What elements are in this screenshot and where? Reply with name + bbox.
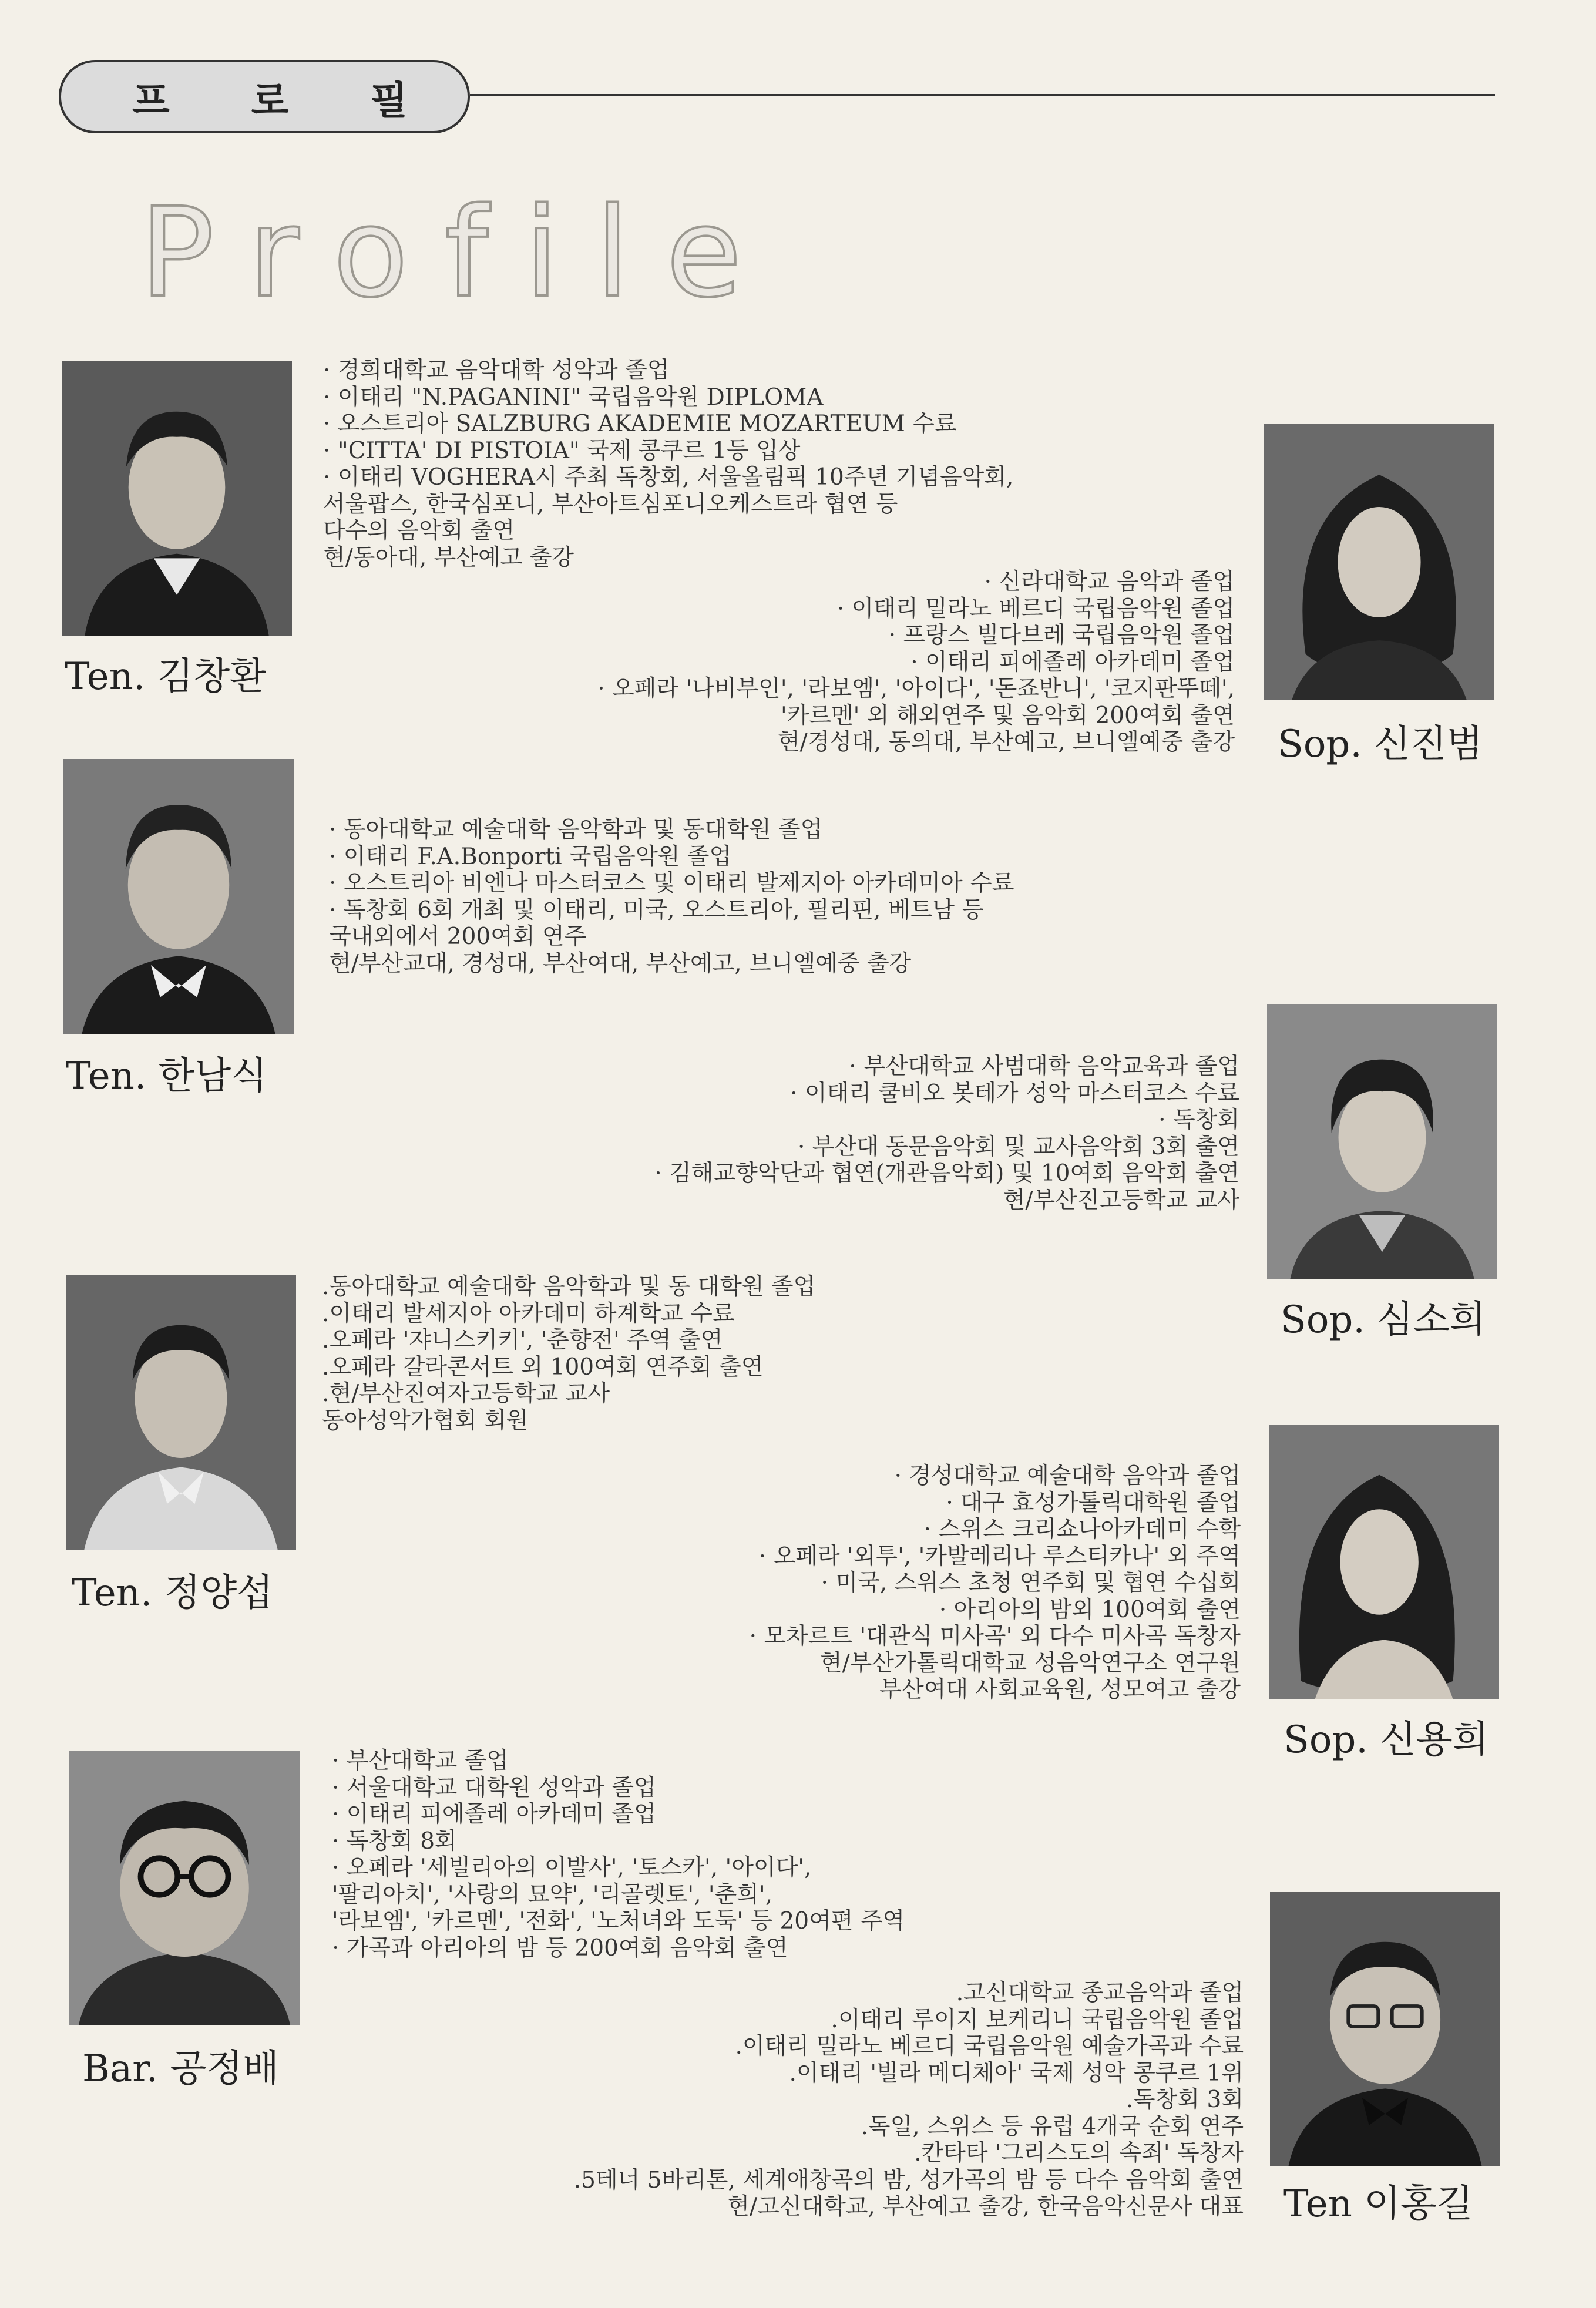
singer-photo (62, 361, 292, 636)
singer-name: Ten. 김창환 (65, 655, 266, 698)
bio-line: .오페라 갈라콘서트 외 100여회 연주회 출연 (322, 1353, 764, 1380)
bio-line: · 이태리 밀라노 베르디 국립음악원 졸업 (836, 595, 1235, 622)
page-title: Profile (140, 181, 778, 325)
bio-line: '카르멘' 외 해외연주 및 음악회 200여회 출연 (780, 702, 1235, 729)
bio-line: 현/부산진고등학교 교사 (1003, 1187, 1239, 1214)
bio-line: 현/경성대, 동의대, 부산예고, 브니엘예중 출강 (777, 729, 1235, 755)
singer-bio (654, 1053, 1239, 1214)
bio-line: 다수의 음악회 출연 (323, 518, 515, 544)
bio-line: · 이태리 VOGHERA시 주최 독창회, 서울올림픽 10주년 기념음악회, (323, 464, 1014, 491)
singer-name: Ten 이홍길 (1283, 2182, 1473, 2226)
bio-line: · 부산대 동문음악회 및 교사음악회 3회 출연 (797, 1133, 1239, 1160)
bio-line: · 오페라 '나비부인', '라보엠', '아이다', '돈죠반니', '코지판뚜떼', (597, 676, 1235, 702)
bio-line: · 김해교향악단과 협연(개관음악회) 및 10여회 음악회 출연 (654, 1160, 1239, 1187)
bio-line: · 아리아의 밤외 100여회 출연 (939, 1596, 1241, 1623)
bio-line: · 부산대학교 졸업 (332, 1748, 509, 1774)
header-rule (470, 94, 1495, 96)
bio-line: · 오스트리아 비엔나 마스터코스 및 이태리 발제지아 아카데미아 수료 (329, 870, 1014, 896)
singer-bio (597, 569, 1235, 756)
bio-line: · 이태리 피에졸레 아카데미 졸업 (332, 1801, 656, 1827)
bio-line: .이태리 루이지 보케리니 국립음악원 졸업 (831, 2006, 1244, 2033)
bio-line: .5테너 5바리톤, 세계애창곡의 밤, 성가곡의 밤 등 다수 음악회 출연 (573, 2166, 1244, 2193)
bio-line: · 경희대학교 음악대학 성악과 졸업 (323, 357, 670, 384)
singer-bio (574, 1980, 1244, 2220)
singer-photo (66, 1275, 296, 1550)
singer-bio (322, 1274, 815, 1434)
singer-bio (750, 1463, 1241, 1704)
bio-line: '팔리아치', '사랑의 묘약', '리골렛토', '춘희', (332, 1881, 773, 1908)
bio-line: · 이태리 쿨비오 봇테가 성악 마스터코스 수료 (790, 1080, 1239, 1107)
bio-line: · 오페라 '외투', '카발레리나 루스티카나' 외 주역 (758, 1543, 1241, 1570)
singer-bio (323, 357, 1013, 571)
bio-line: .이태리 '빌라 메디체아' 국제 성악 콩쿠르 1위 (789, 2060, 1244, 2087)
header-label: 프 로 필 (132, 78, 442, 123)
bio-line: 동아성악가협회 회원 (322, 1407, 529, 1434)
bio-line: 현/부산가톨릭대학교 성음악연구소 연구원 (819, 1649, 1241, 1677)
bio-line: · 미국, 스위스 초청 연주회 및 협연 수십회 (821, 1570, 1241, 1596)
bio-line: · 독창회 8회 (332, 1827, 457, 1855)
bio-line: .칸타타 '그리스도의 속죄' 독창자 (914, 2140, 1244, 2166)
bio-line: · 동아대학교 예술대학 음악학과 및 동대학원 졸업 (329, 817, 823, 843)
singer-photo (1267, 1004, 1497, 1279)
bio-line: 부산여대 사회교육원, 성모여고 출강 (879, 1677, 1241, 1703)
bio-line: · "CITTA' DI PISTOIA" 국제 콩쿠르 1등 입상 (323, 437, 801, 464)
bio-line: · 스위스 크리쇼나아카데미 수학 (923, 1516, 1241, 1543)
bio-line: · 독창회 (1158, 1107, 1239, 1133)
bio-line: · 대구 효성가톨릭대학원 졸업 (946, 1489, 1241, 1516)
bio-line: .고신대학교 종교음악과 졸업 (956, 1980, 1244, 2006)
singer-name: Bar. 공정배 (82, 2047, 279, 2091)
singer-photo (69, 1751, 300, 2025)
singer-bio (329, 817, 1014, 977)
singer-name: Sop. 신용희 (1283, 1718, 1489, 1762)
bio-line: '라보엠', '카르멘', '전화', '노처녀와 도둑' 등 20여편 주역 (332, 1908, 905, 1934)
bio-line: · 모차르트 '대관식 미사곡' 외 다수 미사곡 독창자 (749, 1623, 1241, 1649)
singer-name: Ten. 정양섭 (72, 1571, 273, 1615)
bio-line: .독창회 3회 (1125, 2087, 1244, 2113)
singer-bio (332, 1748, 905, 1961)
singer-photo (1264, 424, 1494, 700)
bio-line: .이태리 발세지아 아카데미 하계학교 수료 (322, 1300, 735, 1327)
bio-line: .독일, 스위스 등 유럽 4개국 순회 연주 (861, 2113, 1244, 2140)
bio-line: · 독창회 6회 개최 및 이태리, 미국, 오스트리아, 필리핀, 베트남 등 (329, 896, 984, 923)
bio-line: · 이태리 "N.PAGANINI" 국립음악원 DIPLOMA (323, 384, 824, 411)
singer-name: Ten. 한남식 (66, 1054, 267, 1098)
bio-line: .동아대학교 예술대학 음악학과 및 동 대학원 졸업 (322, 1274, 816, 1300)
bio-line: · 경성대학교 예술대학 음악과 졸업 (894, 1463, 1241, 1489)
bio-line: · 신라대학교 음악과 졸업 (984, 569, 1235, 595)
bio-line: · 이태리 F.A.Bonporti 국립음악원 졸업 (329, 843, 732, 870)
bio-line: 국내외에서 200여회 연주 (329, 923, 587, 950)
singer-name: Sop. 신진범 (1278, 723, 1483, 766)
bio-line: · 서울대학교 대학원 성악과 졸업 (332, 1774, 656, 1801)
bio-line: 현/동아대, 부산예고 출강 (323, 544, 574, 571)
bio-line: · 가곡과 아리아의 밤 등 200여회 음악회 출연 (332, 1934, 788, 1961)
bio-line: .이태리 밀라노 베르디 국립음악원 예술가곡과 수료 (735, 2033, 1244, 2060)
bio-line: · 프랑스 빌다브레 국립음악원 졸업 (888, 622, 1235, 649)
singer-photo (1269, 1425, 1499, 1699)
bio-line: .오페라 '쟈니스키키', '춘향전' 주역 출연 (322, 1327, 723, 1353)
bio-line: · 부산대학교 사범대학 음악교육과 졸업 (849, 1053, 1239, 1080)
bio-line: 현/부산교대, 경성대, 부산여대, 부산예고, 브니엘예중 출강 (329, 950, 912, 977)
bio-line: · 오스트리아 SALZBURG AKADEMIE MOZARTEUM 수료 (323, 411, 957, 437)
singer-photo (1270, 1892, 1500, 2166)
bio-line: .현/부산진여자고등학교 교사 (322, 1380, 610, 1407)
singer-name: Sop. 심소희 (1281, 1298, 1486, 1342)
bio-line: 서울팝스, 한국심포니, 부산아트심포니오케스트라 협연 등 (323, 491, 898, 518)
bio-line: · 이태리 피에졸레 아카데미 졸업 (910, 649, 1235, 676)
bio-line: · 오페라 '세빌리아의 이발사', '토스카', '아이다', (332, 1855, 812, 1881)
singer-photo (63, 759, 294, 1034)
bio-line: 현/고신대학교, 부산예고 출강, 한국음악신문사 대표 (727, 2193, 1244, 2220)
